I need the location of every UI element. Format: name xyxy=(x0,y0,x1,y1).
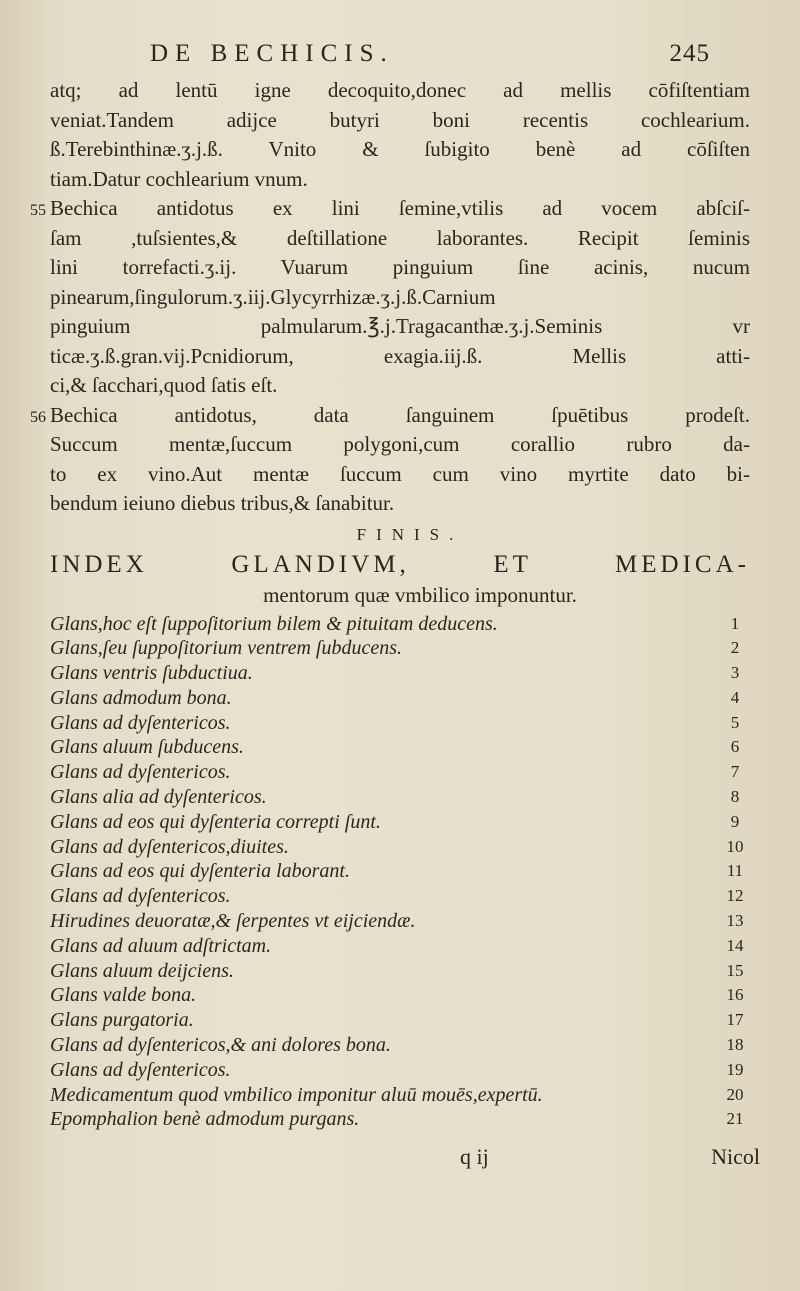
index-entry-text: Glans admodum bona. xyxy=(50,686,232,709)
text-line: lini torrefacti.ʒ.ij. Vuarum pinguium ſine acinis, nucum xyxy=(50,255,750,279)
index-entry xyxy=(50,1083,750,1108)
index-entry xyxy=(50,934,750,959)
index-entry-text: Glans purgatoria. xyxy=(50,1009,194,1032)
text-line: 56 Bechica antidotus, data ſanguinem ſpuētibus prodeſt. xyxy=(50,401,750,431)
index-entry xyxy=(50,959,750,984)
page-footer xyxy=(460,1144,760,1174)
index-entry-text: Hirudines deuoratæ,& ſerpentes vt eijciendæ. xyxy=(50,910,416,933)
index-entry-text: Glans,ſeu ſuppoſitorium ventrem ſubducens. xyxy=(50,637,402,660)
index-entry xyxy=(50,983,750,1008)
text-line: ticæ.ʒ.ß.gran.vij.Pcnidiorum, exagia.iij.ß. Mellis atti- xyxy=(50,343,750,368)
index-title: INDEX GLANDIVM, ET MEDICA- xyxy=(50,550,750,578)
index-entry xyxy=(50,735,750,760)
index-entry-page: 6 xyxy=(730,737,740,757)
index-entry xyxy=(50,884,750,909)
index-entry xyxy=(50,612,750,637)
index-entry xyxy=(50,661,750,686)
index-list xyxy=(50,612,750,1133)
index-entry xyxy=(50,711,750,736)
finis-mark: FINIS. xyxy=(356,524,464,544)
index-entry-text: Glans ad dyſentericos. xyxy=(50,711,231,734)
index-entry-page: 1 xyxy=(730,613,740,633)
index-entry-page: 9 xyxy=(730,811,740,831)
index-entry-page: 3 xyxy=(730,663,740,683)
index-entry-text: Glans ad eos qui dyſenteria correpti ſunt. xyxy=(50,810,381,833)
signature-mark: q ij xyxy=(460,1144,489,1169)
index-entry xyxy=(50,760,750,785)
text-line: 55 Bechica antidotus ex lini ſemine,vtilis ad vocem abſciſ- xyxy=(50,194,750,224)
paragraph-number: 56 xyxy=(30,408,46,426)
text-line: Succum mentæ,ſuccum polygoni,cum corallio rubro da- xyxy=(50,432,750,456)
text-line: bendum ieiuno diebus tribus,& ſanabitur. xyxy=(50,491,395,515)
index-entry-text: Glans ad dyſentericos. xyxy=(50,1058,231,1081)
text-line: ci,& ſacchari,quod ſatis eſt. xyxy=(50,373,278,397)
index-entry xyxy=(50,909,750,934)
index-entry-text: Glans aluum deijciens. xyxy=(50,959,234,982)
index-entry-page: 15 xyxy=(726,960,744,980)
text-line: tiam.Datur cochlearium vnum. xyxy=(50,166,308,191)
index-entry-page: 18 xyxy=(726,1035,744,1055)
index-entry-text: Glans ad dyſentericos. xyxy=(50,885,231,908)
text-line: pinguium palmularum.℥.j.Tragacanthæ.ʒ.j.Seminis vr xyxy=(50,314,750,338)
index-entry-text: Glans,hoc eſt ſuppoſitorium bilem & pituitam deducens. xyxy=(50,612,498,635)
index-entry-text: Glans aluum ſubducens. xyxy=(50,736,244,759)
index-entry-page: 21 xyxy=(726,1109,744,1129)
index-entry-page: 11 xyxy=(726,861,744,881)
index-subtitle: mentorum quæ vmbilico imponuntur. xyxy=(263,582,577,607)
index-entry xyxy=(50,1058,750,1083)
index-entry-page: 16 xyxy=(726,985,744,1005)
index-entry-text: Glans valde bona. xyxy=(50,984,197,1007)
text-line: veniat.Tandem adijce butyri boni recentis cochlearium. xyxy=(50,107,750,132)
index-entry-text: Glans ad dyſentericos. xyxy=(50,761,231,784)
index-entry-text: Glans ad eos qui dyſenteria laborant. xyxy=(50,860,350,883)
index-entry xyxy=(50,835,750,860)
index-entry xyxy=(50,1008,750,1033)
index-entry-page: 17 xyxy=(726,1010,744,1030)
index-entry xyxy=(50,859,750,884)
index-entry-page: 5 xyxy=(730,712,740,732)
index-entry-page: 8 xyxy=(730,787,740,807)
page-number: 245 xyxy=(669,40,710,67)
index-entry-text: Glans ad dyſentericos,diuites. xyxy=(50,835,289,858)
main-text xyxy=(30,76,750,1132)
text-line: ſam ,tuſsientes,& deſtillatione laborantes. Recipit ſeminis xyxy=(50,225,750,250)
catchword: Nicol xyxy=(711,1144,760,1169)
index-entry-text: Epomphalion benè admodum purgans. xyxy=(50,1108,360,1131)
index-entry xyxy=(50,785,750,810)
running-head: DE BECHICIS. xyxy=(150,40,394,67)
index-entry xyxy=(50,810,750,835)
index-entry-page: 19 xyxy=(726,1059,744,1079)
index-entry-page: 20 xyxy=(726,1084,744,1104)
index-entry-text: Glans ad dyſentericos,& ani dolores bona. xyxy=(50,1034,391,1057)
page-header xyxy=(150,40,710,76)
text-line: pinearum,ſingulorum.ʒ.iij.Glycyrrhizæ.ʒ.j.ß.Carnium xyxy=(50,284,496,309)
index-entry-text: Glans alia ad dyſentericos. xyxy=(50,786,267,809)
index-entry-page: 10 xyxy=(726,836,744,856)
index-entry-text: Medicamentum quod vmbilico imponitur aluū mouēs,expertū. xyxy=(50,1083,543,1106)
index-entry xyxy=(50,1107,750,1132)
index-entry-page: 7 xyxy=(730,762,740,782)
index-entry-page: 13 xyxy=(726,911,744,931)
index-entry-text: Glans ad aluum adſtrictam. xyxy=(50,934,272,957)
index-entry xyxy=(50,636,750,661)
index-entry xyxy=(50,1033,750,1058)
index-entry-page: 4 xyxy=(730,687,740,707)
text-line: ß.Terebinthinæ.ʒ.j.ß. Vnito & ſubigito benè ad cōſiſten xyxy=(50,137,750,161)
text-line: to ex vino.Aut mentæ ſuccum cum vino myrtite dato bi- xyxy=(50,461,750,486)
index-entry-text: Glans ventris ſubductiua. xyxy=(50,662,253,685)
index-entry-page: 12 xyxy=(726,886,744,906)
index-entry xyxy=(50,686,750,711)
text-line: atq; ad lentū igne decoquito,donec ad mellis cōfiſtentiam xyxy=(50,78,750,102)
index-entry-page: 14 xyxy=(726,935,744,955)
index-entry-page: 2 xyxy=(730,638,740,658)
paragraph-number: 55 xyxy=(30,202,46,219)
